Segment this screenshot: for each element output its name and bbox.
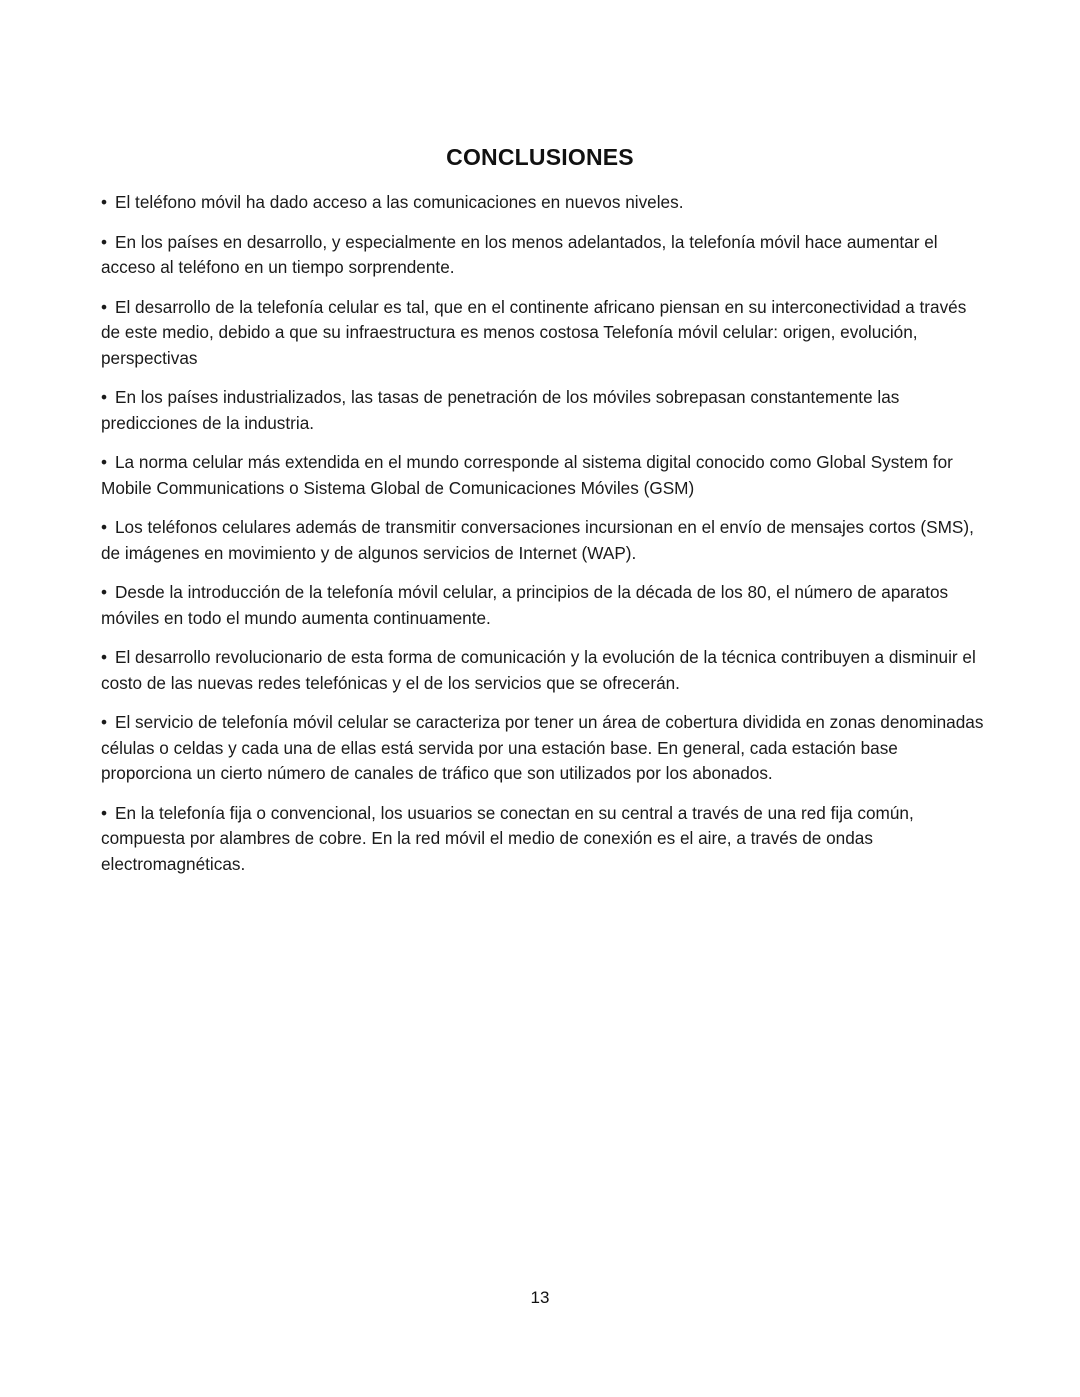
bullet-icon: •	[101, 647, 108, 667]
list-item	[101, 710, 986, 787]
list-item-text: Desde la introducción de la telefonía móvil celular, a principios de la década de los 80, el número de aparatos móviles en todo el mundo aumenta continuamente.	[101, 582, 949, 628]
list-item-text: El teléfono móvil ha dado acceso a las comunicaciones en nuevos niveles.	[115, 192, 684, 212]
list-item	[101, 801, 986, 878]
list-item	[101, 450, 986, 501]
bullet-icon: •	[101, 517, 108, 537]
list-item-text: El desarrollo de la telefonía celular es tal, que en el continente africano piensan en su interconectividad a través de este medio, debido a que su infraestructura es menos costosa Telefonía móvil celular: origen, evolución, perspectivas	[101, 296, 967, 368]
list-item	[101, 515, 986, 566]
bullet-icon: •	[101, 387, 108, 407]
bullet-icon: •	[101, 582, 108, 602]
bullet-icon: •	[101, 802, 108, 823]
bullet-icon: •	[101, 231, 108, 252]
list-item	[101, 645, 986, 696]
bullet-icon: •	[101, 296, 108, 317]
list-item	[101, 385, 986, 436]
list-item-text: El servicio de telefonía móvil celular se caracteriza por tener un área de cobertura dividida en zonas denominadas células o celdas y cada una de ellas está servida por una estación base. En general, cada estación base proporciona un cierto número de canales de tráfico que son utilizados por los abonados.	[101, 712, 984, 783]
list-item-text: En la telefonía fija o convencional, los usuarios se conectan en su central a través de una red fija común, compuesta por alambres de cobre. En la red móvil el medio de conexión es el aire, a través de ondas electromagnéticas.	[101, 802, 914, 874]
list-item-text: La norma celular más extendida en el mundo corresponde al sistema digital conocido como Global System for Mobile Communications o Sistema Global de Comunicaciones Móviles (GSM)	[101, 452, 953, 498]
list-item-text: En los países industrializados, las tasas de penetración de los móviles sobrepasan constantemente las predicciones de la industria.	[101, 387, 900, 433]
list-item-text: En los países en desarrollo, y especialmente en los menos adelantados, la telefonía móvil hace aumentar el acceso al teléfono en un tiempo sorprendente.	[101, 231, 938, 277]
bullet-icon: •	[101, 452, 108, 472]
list-item	[101, 190, 986, 216]
page-number: 13	[530, 1288, 550, 1307]
list-item	[101, 580, 986, 631]
list-item-text: Los teléfonos celulares además de transmitir conversaciones incursionan en el envío de mensajes cortos (SMS), de imágenes en movimiento y de algunos servicios de Internet (WAP).	[101, 517, 974, 563]
conclusions-list	[101, 190, 986, 891]
page-title: CONCLUSIONES	[446, 144, 634, 170]
list-item	[101, 230, 986, 281]
bullet-icon: •	[101, 192, 108, 212]
bullet-icon: •	[101, 712, 108, 732]
list-item-text: El desarrollo revolucionario de esta forma de comunicación y la evolución de la técnica contribuyen a disminuir el costo de las nuevas redes telefónicas y el de los servicios que se ofrecerán.	[101, 647, 976, 693]
list-item	[101, 295, 986, 372]
